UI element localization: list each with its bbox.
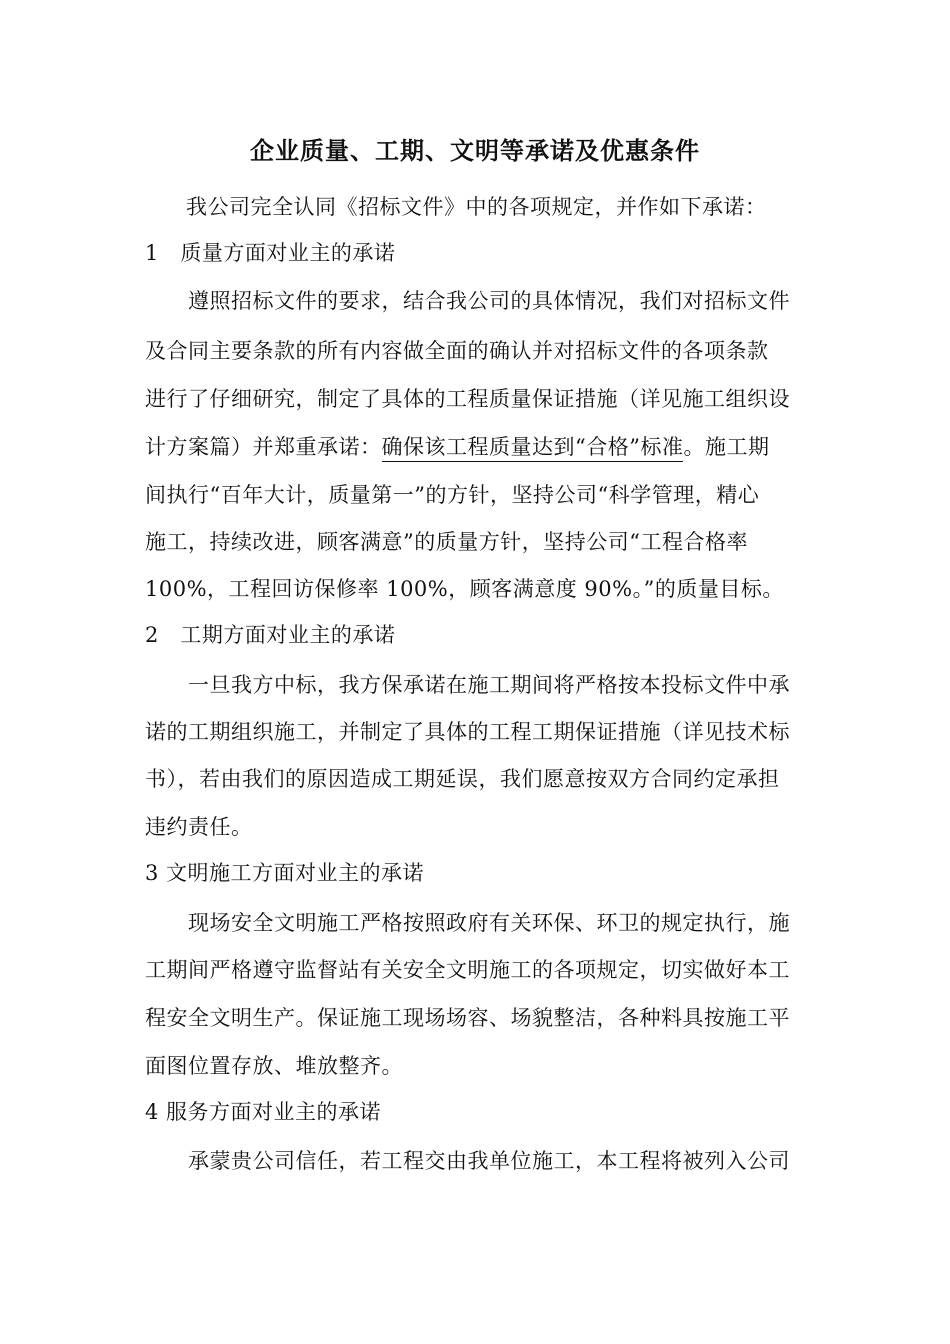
- document-title: 企业质量、工期、文明等承诺及优惠条件: [250, 136, 700, 165]
- section-4-heading: 4 服务方面对业主的承诺: [145, 1100, 382, 1124]
- section-1-commitment-line: [145, 432, 769, 462]
- quality-standard-commitment: 确保该工程质量达到“合格”标准: [382, 435, 684, 462]
- section-1-line: 100%，工程回访保修率 100%，顾客满意度 90%。”的质量目标。: [145, 577, 784, 601]
- section-4-line: 承蒙贵公司信任，若工程交由我单位施工，本工程将被列入公司: [188, 1149, 790, 1173]
- intro-paragraph: 我公司完全认同《招标文件》中的各项规定，并作如下承诺：: [186, 195, 767, 219]
- section-3-line: 工期间严格遵守监督站有关安全文明施工的各项规定，切实做好本工: [145, 958, 790, 982]
- section-1-line: 施工，持续改进，顾客满意”的质量方针，坚持公司“工程合格率: [145, 530, 748, 554]
- section-2-line: 一旦我方中标，我方保承诺在施工期间将严格按本投标文件中承: [188, 673, 790, 697]
- section-3-heading: 3 文明施工方面对业主的承诺: [145, 861, 425, 885]
- commitment-prefix: 计方案篇）并郑重承诺：: [145, 435, 382, 459]
- section-1-line: 间执行“百年大计，质量第一”的方针，坚持公司“科学管理，精心: [145, 483, 760, 507]
- section-3-line: 程安全文明生产。保证施工现场场容、场貌整洁，各种料具按施工平: [145, 1006, 790, 1030]
- section-1-line: 进行了仔细研究，制定了具体的工程质量保证措施（详见施工组织设: [145, 387, 790, 411]
- section-2-line: 书），若由我们的原因造成工期延误，我们愿意按双方合同约定承担: [145, 767, 780, 791]
- section-2-line: 违约责任。: [145, 815, 253, 839]
- section-1-heading: 1 质量方面对业主的承诺: [145, 241, 396, 265]
- section-1-line: 及合同主要条款的所有内容做全面的确认并对招标文件的各项条款: [145, 339, 769, 363]
- commitment-suffix: 。施工期: [683, 435, 770, 459]
- section-1-line: 遵照招标文件的要求，结合我公司的具体情况，我们对招标文件: [188, 289, 790, 313]
- section-2-line: 诺的工期组织施工，并制定了具体的工程工期保证措施（详见技术标: [145, 720, 790, 744]
- section-3-line: 面图位置存放、堆放整齐。: [145, 1054, 403, 1078]
- section-3-line: 现场安全文明施工严格按照政府有关环保、环卫的规定执行，施: [188, 911, 790, 935]
- section-2-heading: 2 工期方面对业主的承诺: [145, 623, 396, 647]
